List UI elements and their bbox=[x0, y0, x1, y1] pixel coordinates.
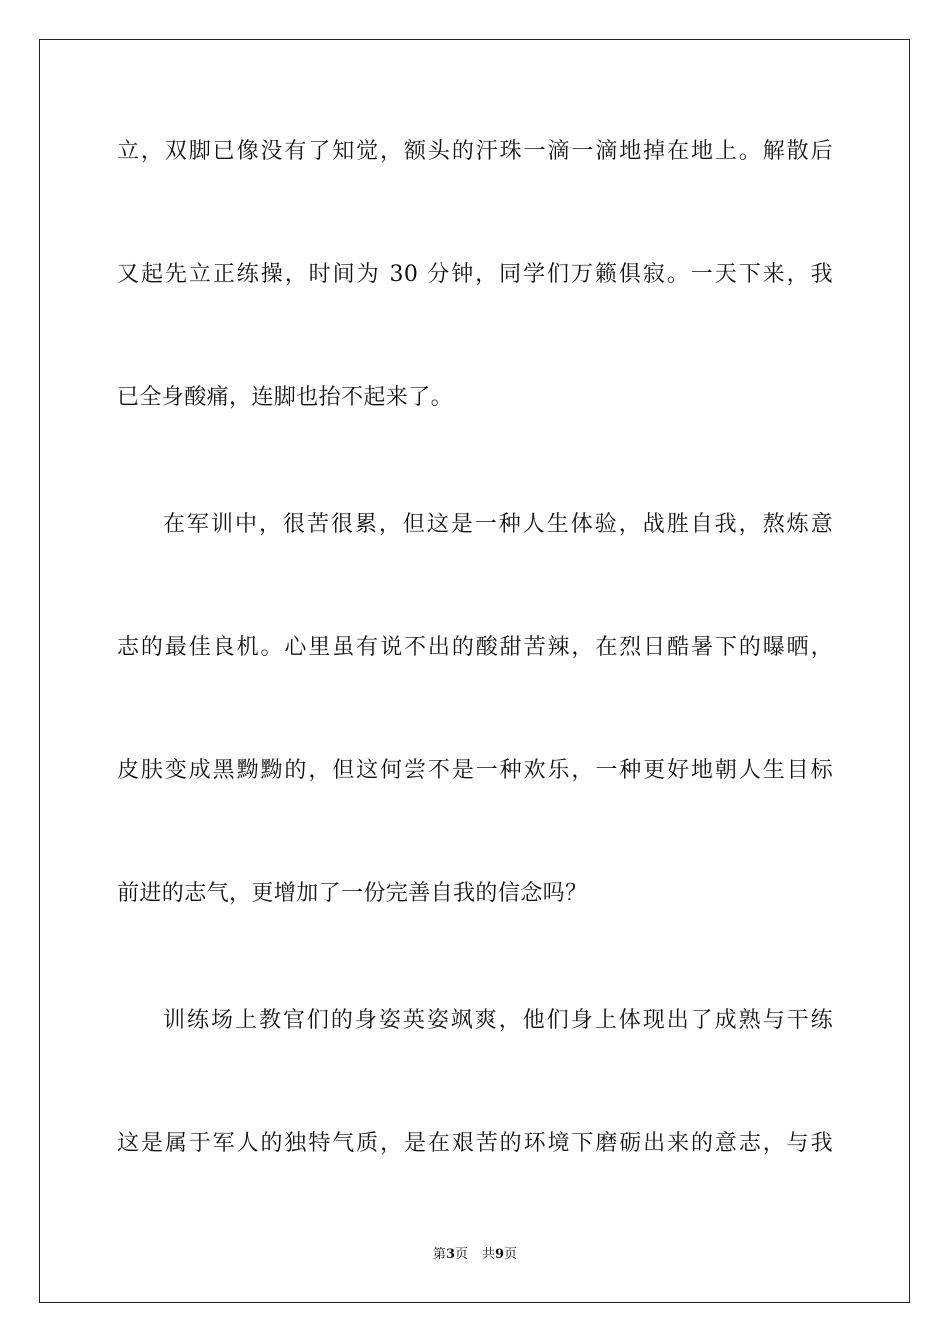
paragraph-line: 已全身酸痛，连脚也抬不起来了。 bbox=[117, 385, 454, 410]
page-footer bbox=[0, 1247, 950, 1263]
paragraph-line: 又起先立正练操，时间为 30 分钟，同学们万籁俱寂。一天下来，我 bbox=[117, 262, 833, 287]
paragraph-line: 志的最佳良机。心里虽有说不出的酸甜苦辣，在烈日酷暑下的曝晒， bbox=[117, 635, 833, 660]
paragraph-line-indented: 训练场上教官们的身姿英姿飒爽，他们身上体现出了成熟与干练 bbox=[163, 1008, 833, 1033]
paragraph-line: 这是属于军人的独特气质，是在艰苦的环境下磨砺出来的意志，与我 bbox=[117, 1131, 833, 1156]
paragraph-line: 立，双脚已像没有了知觉，额头的汗珠一滴一滴地掉在地上。解散后 bbox=[117, 139, 833, 164]
page-border bbox=[39, 39, 910, 1303]
page-total-label: 共9页 bbox=[482, 1247, 518, 1262]
paragraph-line: 前进的志气，更增加了一份完善自我的信念吗？ bbox=[117, 881, 588, 906]
page-number-label: 第3页 bbox=[432, 1247, 468, 1262]
paragraph-line: 皮肤变成黑黝黝的，但这何尝不是一种欢乐，一种更好地朝人生目标 bbox=[117, 758, 833, 783]
paragraph-line-indented: 在军训中，很苦很累，但这是一种人生体验，战胜自我，熬炼意 bbox=[163, 512, 833, 537]
